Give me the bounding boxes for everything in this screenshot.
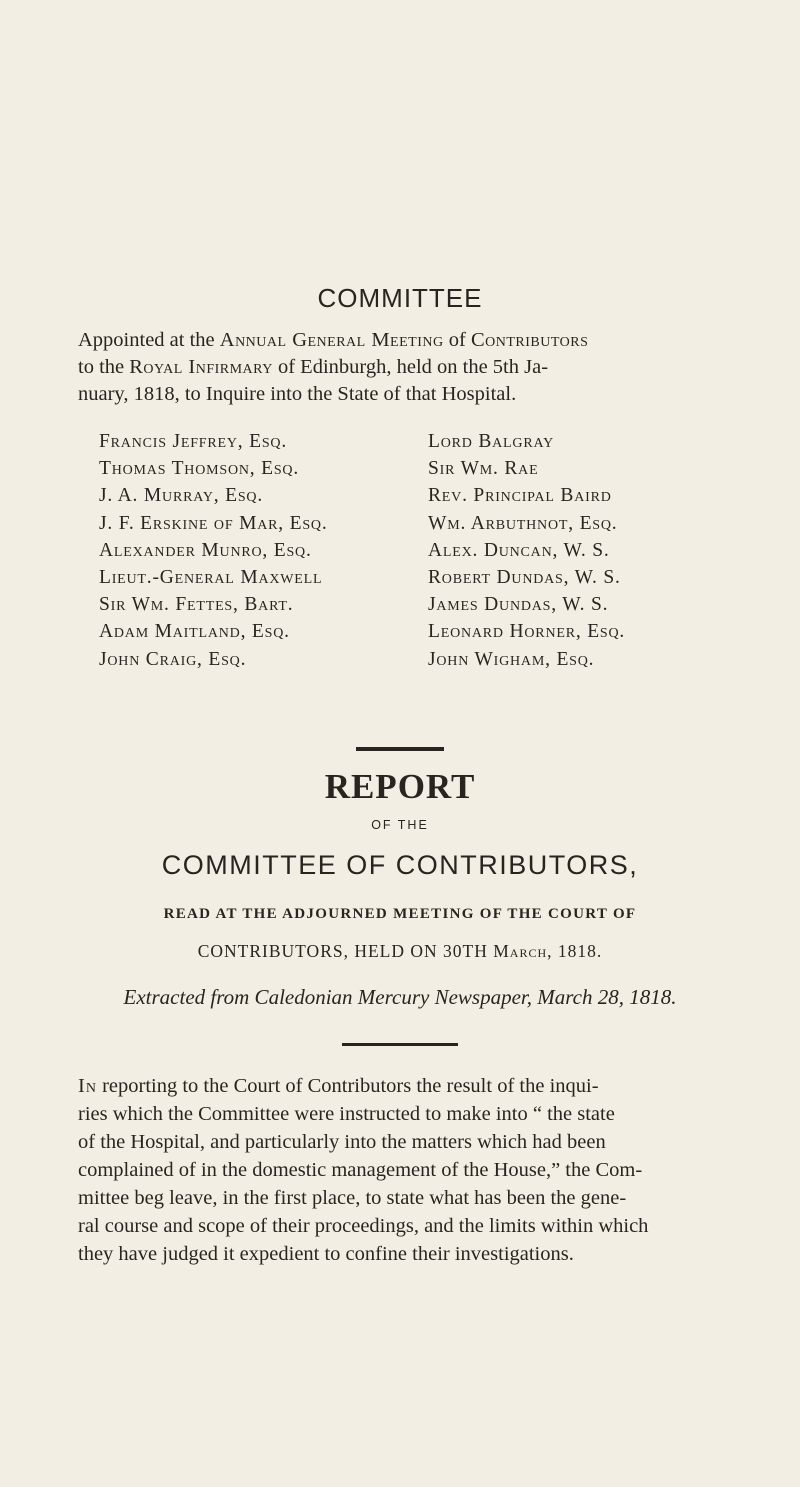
intro-text: of (443, 329, 471, 351)
intro-text: Appointed at the (78, 329, 220, 351)
member-name: Wm. Arbuthnot, Esq. (428, 512, 618, 534)
member-name: Lord Balgray (428, 431, 554, 452)
body-line: ral course and scope of their proceedings, and the limits within which (78, 1215, 649, 1237)
member-name: Robert Dundas, W. S. (428, 567, 621, 589)
members-right-column (428, 428, 625, 673)
body-line: ries which the Committee were instructed to make into “ the state (78, 1103, 615, 1125)
members-left-column (99, 428, 328, 673)
member-name: Alex. Duncan, W. S. (428, 539, 610, 561)
held-on-month: March (493, 941, 548, 961)
member-name: Sir Wm. Rae (428, 458, 539, 480)
member-name: Adam Maitland, Esq. (99, 621, 290, 643)
held-on-text: CONTRIBUTORS, HELD ON 30TH (197, 941, 494, 961)
subtitle-of-the: OF THE (371, 818, 429, 832)
member-name: Alexander Munro, Esq. (99, 539, 312, 561)
intro-text: Royal Infirmary (129, 356, 273, 378)
held-on-line (0, 941, 800, 962)
committee-of-contributors-title: COMMITTEE OF CONTRIBUTORS, (161, 850, 639, 880)
member-name: J. A. Murray, Esq. (99, 485, 263, 507)
member-name: Lieut.-General Maxwell (99, 567, 323, 589)
committee-heading: COMMITTEE (317, 283, 483, 313)
intro-text: Contributors (470, 329, 589, 351)
body-line: they have judged it expedient to confine their investigations. (78, 1243, 574, 1265)
body-line: reporting to the Court of Contributors the result of the inqui- (96, 1075, 599, 1097)
member-name: J. F. Erskine of Mar, Esq. (99, 512, 328, 534)
body-line: complained of in the domestic management of the House,” the Com- (78, 1159, 643, 1181)
body-line: mittee beg leave, in the first place, to state what has been the gene- (78, 1187, 627, 1209)
intro-paragraph (78, 327, 736, 408)
intro-text: to the (78, 356, 130, 378)
intro-text: Annual General Meeting (219, 329, 444, 351)
intro-text: of Edinburgh, held on the 5th Ja- (272, 356, 549, 378)
drop-cap-word: In (78, 1075, 97, 1097)
member-name: Sir Wm. Fettes, Bart. (99, 594, 294, 616)
member-name: Rev. Principal Baird (428, 485, 612, 507)
held-on-year: , 1818. (547, 941, 603, 961)
member-name: John Wigham, Esq. (428, 648, 595, 670)
section-divider (342, 1043, 458, 1046)
member-name: Leonard Horner, Esq. (428, 621, 626, 643)
intro-text: nuary, 1818, to Inquire into the State of that Hospital. (78, 383, 517, 405)
member-name: Francis Jeffrey, Esq. (99, 431, 288, 452)
source-citation: Extracted from Caledonian Mercury Newspaper, March 28, 1818. (123, 985, 677, 1009)
body-line: of the Hospital, and particularly into the matters which had been (78, 1131, 606, 1153)
member-name: John Craig, Esq. (99, 648, 247, 670)
read-at-line: READ AT THE ADJOURNED MEETING OF THE COURT OF (163, 906, 637, 922)
member-name: Thomas Thomson, Esq. (99, 458, 300, 480)
member-name: James Dundas, W. S. (428, 594, 609, 616)
report-title: REPORT (324, 767, 476, 806)
body-paragraph (78, 1072, 738, 1268)
section-divider (356, 747, 444, 751)
